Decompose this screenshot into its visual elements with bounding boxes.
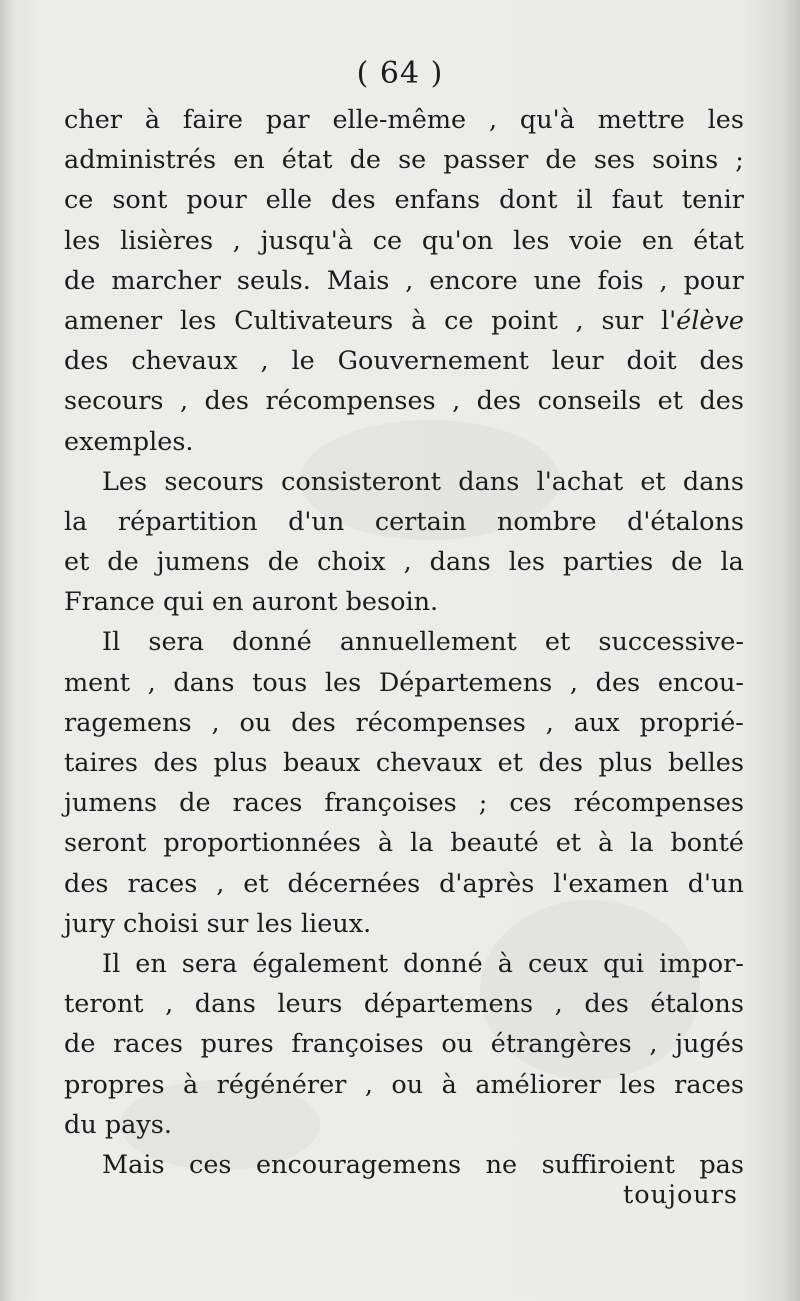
- text-line: Mais ces encouragemens ne suffiroient pas: [102, 1149, 744, 1180]
- text-line: de marcher seuls. Mais , encore une fois , pour: [64, 265, 744, 296]
- text-line: teront , dans leurs départemens , des étalons: [64, 989, 744, 1020]
- text-line: cher à faire par elle-même , qu'à mettre les: [64, 105, 744, 135]
- text-line: Il en sera également donné à ceux qui impor-: [102, 948, 744, 979]
- text-line: de races pures françoises ou étrangères , jugés: [64, 1029, 744, 1060]
- paragraph: [64, 622, 744, 944]
- paragraph: [64, 944, 744, 1145]
- text-line: ment , dans tous les Départemens , des encou-: [64, 667, 744, 698]
- text-line: ce sont pour elle des enfans dont il faut tenir: [64, 185, 744, 216]
- text-line: des chevaux , le Gouvernement leur doit des: [64, 346, 744, 377]
- page-number: ( 64 ): [356, 56, 444, 91]
- text-line: administrés en état de se passer de ses soins ;: [64, 145, 744, 176]
- text-line: France qui en auront besoin.: [64, 587, 439, 618]
- text-line: taires des plus beaux chevaux et des plus belles: [64, 748, 744, 778]
- text-line: des races , et décernées d'après l'examen d'un: [64, 868, 744, 899]
- text-line: ragemens , ou des récompenses , aux proprié-: [64, 707, 744, 738]
- text-line: Il sera donné annuellement et successive-: [102, 627, 744, 658]
- text-line: jury choisi sur les lieux.: [64, 908, 372, 939]
- text-line: jumens de races françoises ; ces récompenses: [64, 788, 744, 819]
- body-text: [64, 100, 744, 1185]
- text-line: Les secours consisteront dans l'achat et dans: [102, 466, 744, 497]
- text-line: exemples.: [64, 426, 194, 457]
- text-line: seront proportionnées à la beauté et à la bonté: [64, 828, 744, 859]
- text-line: et de jumens de choix , dans les parties de la: [64, 547, 744, 578]
- paragraph: [64, 100, 744, 462]
- text-line: les lisières , jusqu'à ce qu'on les voie en état: [64, 225, 744, 256]
- text-line: du pays.: [64, 1109, 172, 1140]
- text-line: la répartition d'un certain nombre d'étalons: [64, 506, 744, 537]
- text-line: propres à régénérer , ou à améliorer les races: [64, 1069, 744, 1100]
- paragraph: [64, 462, 744, 623]
- catchword: toujours: [623, 1180, 738, 1210]
- text-line: amener les Cultivateurs à ce point , sur l'élève: [64, 305, 744, 336]
- text-line: secours , des récompenses , des conseils et des: [64, 386, 744, 417]
